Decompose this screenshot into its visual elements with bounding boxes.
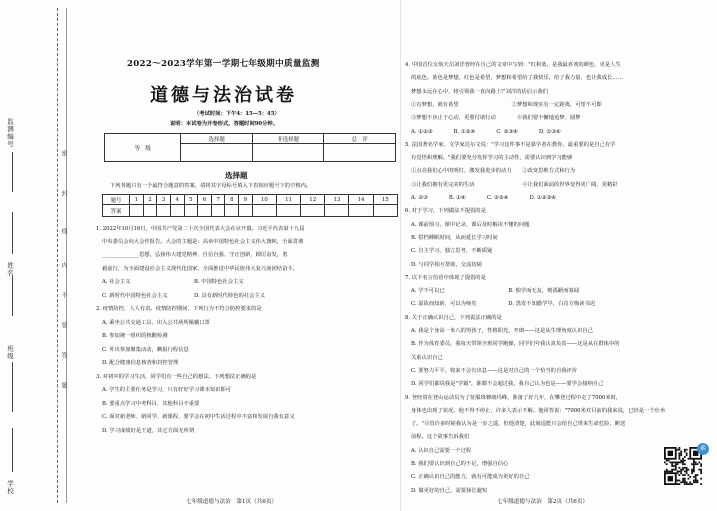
question-line: C. 自主学习，独立思考，不断质疑 (411, 248, 493, 255)
answer-cell[interactable] (143, 205, 157, 217)
answer-row-label: 题号 (103, 195, 130, 205)
question-line: A. 课前预习，课中记录，课后及时解决不懂的问题 (411, 221, 530, 228)
seal-dashed-line (57, 8, 58, 503)
question-line: 3. 对初中的学习生活，同学们有一些自己的想法。下列想法正确的是 (96, 374, 257, 380)
name-label: 姓名 (6, 262, 14, 277)
question-line: B. 参加统一组织的核酸检测 (102, 333, 168, 339)
question-line: D. 学习成绩好是王道，其它方面无所谓 (102, 428, 195, 434)
question-line: C. 面对新老师、新同学、新课程，要学会在初中生活过程中丰富和发展自我有意义 (102, 414, 295, 420)
question-line: 关系认识自己 (411, 354, 443, 361)
question-line: A. 学不可以已 B. 独学而无友，则孤陋而寡闻 (411, 288, 580, 295)
question-number-cell: 7 (211, 195, 225, 205)
exam-number-line (12, 152, 13, 192)
question-line: C. 正确认识自己的能力，就有可能成为更好的自己 (411, 474, 530, 481)
seal-char: 不 (60, 292, 67, 298)
name-line-2 (12, 276, 13, 316)
question-line: D. 配合健康信息核查和封控管理 (102, 360, 179, 366)
question-line: 的底色。蓝色是梦想，红色是希望，梦想和希望给了我快乐，给了我力量，也让我成长…… (411, 75, 623, 82)
question-number-cell: 13 (325, 195, 349, 205)
question-line: 4. 中国首位女航天员刘洋曾经在自己的文章中写到："红和蓝，是我最喜欢的颜色，更是人生 (405, 62, 621, 68)
answer-cell[interactable] (170, 205, 184, 217)
question-number-cell: 9 (239, 195, 253, 205)
grade-cell[interactable] (181, 144, 253, 162)
footer-left: 七年级道德与法治 第1页（共6页） (186, 499, 278, 505)
name-line (12, 212, 13, 254)
seal-char: 封 (60, 190, 67, 196)
question-line: C. 要努力平平，将来不会有出息——这是对自己的一个恰当的自我评价 (411, 367, 578, 374)
question-line: D. 与同学相互帮助，交流切磋 (411, 261, 482, 268)
page-fold (400, 0, 401, 511)
footer-right: 七年级道德与法治 第2页（共6页） (497, 499, 589, 505)
question-line: 8. 关于正确认识自己，下列说法正确的是 (405, 314, 502, 321)
qr-badge: 索 (697, 443, 709, 455)
grade-table (104, 133, 396, 162)
class-label: 班级 (6, 345, 14, 360)
subject-title: 道德与法治试卷 (150, 85, 297, 106)
question-number-cell: 15 (373, 195, 397, 205)
question-line: A. 社会主义 B. 中国特色社会主义 (102, 279, 244, 285)
answer-cell[interactable] (157, 205, 171, 217)
question-line: D. 做更好的自己，需要扬长避短 (411, 487, 488, 494)
binding-strip (0, 0, 78, 511)
question-line: 2. 疫情防控，人人有责。疫情防控期间，下列行为不符合防控要求的是 (96, 306, 262, 312)
exam-time: （考试时间：下午4：15—5：45） (194, 111, 280, 117)
grade-col-choice: 选择题 (181, 134, 253, 144)
question-line: 有觉悟和理解。"我们要充分发挥学习的主动性，需要认识到学习能够 (411, 155, 573, 162)
school-line (12, 428, 13, 472)
question-line: A. ①②③ B. ①②④ C. ②③④ D. ①③④ (411, 128, 561, 135)
section-title: 选择题 (225, 171, 248, 180)
question-line: D. 同学们都说我是"学霸"，谁都不会超过我，我自己认为也是——要学会接纳自己 (411, 381, 604, 388)
question-number-cell: 4 (170, 195, 184, 205)
question-line: 前程。这个故事告诉我们 (411, 434, 470, 441)
seal-char: 答 (60, 352, 67, 358)
question-line: A. 乘坐公共交通工具，出入公共场所佩戴口罩 (102, 320, 210, 326)
question-number-cell: 6 (198, 195, 212, 205)
question-line: C. 温故而知新，可以为师矣 D. 黑发不知勤学早，白首方悔读书迟 (411, 301, 596, 308)
school-label: 学校 (6, 480, 14, 495)
seal-char: 要 (60, 322, 67, 328)
question-line: A. 学生的主要任务是学习，只有好好学习课本知识即可 (102, 387, 232, 393)
question-line: A. ②③ B. ①④ C. ②③④ D. ①②③④ (411, 195, 556, 201)
answer-row-label: 答案 (103, 205, 130, 217)
question-line: B. 我们要认识到自己的不足，增强自信心 (411, 461, 509, 467)
question-line: 6. 对于学习，下列做法不提倡的是 (405, 208, 486, 215)
question-line: ③让我们拥有更完美的生活 ④让我们面前的世界变得更广阔、更精彩 (411, 181, 618, 188)
answer-cell[interactable] (184, 205, 198, 217)
question-line: 了。"尽管许多时候我认为是一步之遥，但他清楚，此刻适能只会给自己带来生命危险，断送 (411, 421, 626, 428)
answer-cell[interactable] (349, 205, 373, 217)
question-line: B. 作为体育委员，我每天带领全班同学跑操，同学们夸我认真负责——这是从在群体中的 (411, 341, 620, 348)
question-number-cell: 5 (184, 195, 198, 205)
question-line: ③梦想不应止于心动，更要付诸行动 ④我们要不懈地追梦、圆梦 (411, 115, 581, 122)
question-line: 中央委员会向大会作报告。大会的主题是：高举中国特色社会主义伟大旗帜，全面贯彻 (102, 239, 304, 245)
answer-table (102, 194, 398, 217)
answer-cell[interactable] (276, 205, 300, 217)
exam-number-label: 监测编号 (6, 118, 14, 148)
answer-cell[interactable] (239, 205, 253, 217)
question-number-cell: 14 (349, 195, 373, 205)
answer-cell[interactable] (252, 205, 276, 217)
question-line: C. 新时代中国特色社会主义 D. 具有新时代特色的社会主义 (102, 293, 265, 299)
question-line: ①点亮我们心中的明灯，激发我进步的动力 ②改变思维方式和行为 (411, 168, 576, 175)
seal-char: 内 (60, 262, 67, 268)
question-number-cell: 12 (301, 195, 325, 205)
question-line: 1. 2022年10月16日，中国共产党第二十次全国代表大会在京开幕。习近平代表第十九届 (96, 226, 305, 232)
answer-cell[interactable] (225, 205, 239, 217)
question-number-cell: 10 (252, 195, 276, 205)
answer-cell[interactable] (373, 205, 397, 217)
question-line: 9. 登经常在登山运动员为了征服珠穆朗玛峰，准备了好几年，在攀登过程中走了7000米时， (405, 394, 622, 401)
exam-title: 2022～2023学年第一学期七年级期中质量监测 (127, 59, 320, 69)
question-line: C. 外出参加聚集活动，瞒报行程信息 (102, 347, 189, 353)
answer-cell[interactable] (211, 205, 225, 217)
seal-char: 密 (60, 150, 67, 156)
question-number-cell: 3 (157, 195, 171, 205)
exam-note: 说明：本试卷为开卷形式，答题时间90分钟。 (170, 121, 279, 127)
question-number-cell: 11 (276, 195, 300, 205)
answer-cell[interactable] (325, 205, 349, 217)
grade-level-label: 等 级 (105, 134, 181, 162)
question-line: B. 要重点学习中考科目，其他科目不重要 (102, 401, 200, 407)
question-line: A. 我是个身高一米八的男孩子，性格阳光，开朗——这是从生理角度认识自己 (411, 328, 593, 334)
question-number-cell: 1 (130, 195, 144, 205)
answer-cell[interactable] (301, 205, 325, 217)
grade-col-nonchoice: 非选择题 (252, 134, 324, 144)
qr-code (664, 447, 702, 485)
grade-cell[interactable] (324, 144, 396, 162)
seal-char: 题 (60, 382, 67, 388)
question-line: 身体也出现了状况，他不得不停止，许多人表示不解。他回答说："7000米对目前的我来说，已经是一个壮举 (411, 407, 666, 414)
question-line: 毅前行，为全面建设社会主义现代化国家、全面推进中华民族伟大复兴而团结奋斗。 (102, 266, 298, 272)
answer-cell[interactable] (198, 205, 212, 217)
seal-char: 线 (60, 228, 67, 234)
question-number-cell: 2 (143, 195, 157, 205)
question-number-cell: 8 (225, 195, 239, 205)
question-line: A. 认识自己需要一个过程 (411, 447, 472, 454)
section-instruction: 下列各题只有一个最符合题意的答案，请将其字母标号填入下表相应题号下的空格内。 (110, 183, 312, 189)
question-line: 梦想永远在心中，将引领我一直向路上!"刘洋的话启示我们 (411, 88, 548, 95)
question-line: ①有梦想，就有希望 ②梦想和现实有一定距离，可望不可即 (411, 101, 602, 108)
seal-solid-line (66, 8, 67, 503)
answer-cell[interactable] (130, 205, 144, 217)
grade-col-total: 总 评 (324, 134, 396, 144)
question-line: 5. 法国著名学家、文学家达尔文说："学习这件事不是靠学者在教你，最重要的是自己有学 (405, 141, 616, 148)
question-line: B. 搭档睡眠时间，从而延长学习时间 (411, 234, 498, 241)
grade-cell[interactable] (252, 144, 324, 162)
class-line (12, 362, 13, 412)
question-line: 7. 以下名言俗语中体现了提倡的是 (405, 274, 486, 281)
question-line: ______________思想，弘扬伟大建党精神，自信自强、守正创新，踔厉奋发，勇 (102, 252, 288, 258)
